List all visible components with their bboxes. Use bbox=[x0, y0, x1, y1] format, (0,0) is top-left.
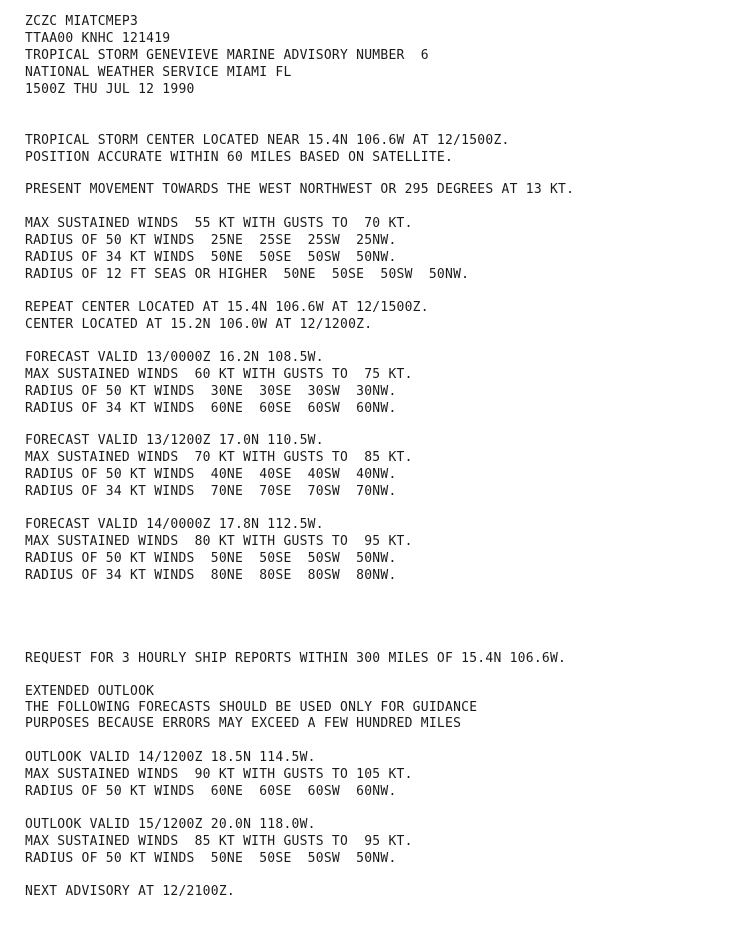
repeat-center-line: REPEAT CENTER LOCATED AT 15.4N 106.6W AT 12/1500Z. bbox=[25, 300, 429, 315]
forecast-2-max-winds: MAX SUSTAINED WINDS 70 KT WITH GUSTS TO 85 KT. bbox=[25, 450, 413, 465]
forecast-1-valid: FORECAST VALID 13/0000Z 16.2N 108.5W. bbox=[25, 350, 324, 365]
issuing-office: NATIONAL WEATHER SERVICE MIAMI FL bbox=[25, 65, 292, 80]
outlook-1-valid: OUTLOOK VALID 14/1200Z 18.5N 114.5W. bbox=[25, 750, 316, 765]
forecast-3-max-winds: MAX SUSTAINED WINDS 80 KT WITH GUSTS TO 95 KT. bbox=[25, 534, 413, 549]
forecast-3-radius-50kt: RADIUS OF 50 KT WINDS 50NE 50SE 50SW 50NW. bbox=[25, 551, 397, 566]
issue-time: 1500Z THU JUL 12 1990 bbox=[25, 82, 195, 97]
wmo-start-line: ZCZC MIATCMEP3 bbox=[25, 14, 139, 29]
outlook-2-max-winds: MAX SUSTAINED WINDS 85 KT WITH GUSTS TO 95 KT. bbox=[25, 834, 413, 849]
forecast-2-radius-50kt: RADIUS OF 50 KT WINDS 40NE 40SE 40SW 40NW. bbox=[25, 467, 397, 482]
forecast-2-radius-34kt: RADIUS OF 34 KT WINDS 70NE 70SE 70SW 70NW. bbox=[25, 484, 397, 499]
outlook-2-valid: OUTLOOK VALID 15/1200Z 20.0N 118.0W. bbox=[25, 817, 316, 832]
extended-outlook-heading: EXTENDED OUTLOOK bbox=[25, 684, 155, 699]
outlook-2-radius-50kt: RADIUS OF 50 KT WINDS 50NE 50SE 50SW 50NW. bbox=[25, 851, 397, 866]
forecast-1-radius-50kt: RADIUS OF 50 KT WINDS 30NE 30SE 30SW 30NW. bbox=[25, 384, 397, 399]
current-radius-34kt: RADIUS OF 34 KT WINDS 50NE 50SE 50SW 50NW. bbox=[25, 250, 397, 265]
forecast-3-valid: FORECAST VALID 14/0000Z 17.8N 112.5W. bbox=[25, 517, 324, 532]
center-location-line: TROPICAL STORM CENTER LOCATED NEAR 15.4N 106.6W AT 12/1500Z. bbox=[25, 133, 510, 148]
forecast-3-radius-34kt: RADIUS OF 34 KT WINDS 80NE 80SE 80SW 80NW. bbox=[25, 568, 397, 583]
current-radius-seas: RADIUS OF 12 FT SEAS OR HIGHER 50NE 50SE 50SW 50NW. bbox=[25, 267, 470, 282]
current-max-winds: MAX SUSTAINED WINDS 55 KT WITH GUSTS TO 70 KT. bbox=[25, 216, 413, 231]
forecast-2-valid: FORECAST VALID 13/1200Z 17.0N 110.5W. bbox=[25, 433, 324, 448]
advisory-title: TROPICAL STORM GENEVIEVE MARINE ADVISORY NUMBER 6 bbox=[25, 48, 429, 63]
extended-outlook-note-2: PURPOSES BECAUSE ERRORS MAY EXCEED A FEW HUNDRED MILES bbox=[25, 716, 462, 731]
ship-report-request: REQUEST FOR 3 HOURLY SHIP REPORTS WITHIN 300 MILES OF 15.4N 106.6W. bbox=[25, 651, 567, 666]
previous-center-line: CENTER LOCATED AT 15.2N 106.0W AT 12/1200Z. bbox=[25, 317, 373, 332]
outlook-1-max-winds: MAX SUSTAINED WINDS 90 KT WITH GUSTS TO 105 KT. bbox=[25, 767, 413, 782]
current-radius-50kt: RADIUS OF 50 KT WINDS 25NE 25SE 25SW 25NW. bbox=[25, 233, 397, 248]
present-movement-line: PRESENT MOVEMENT TOWARDS THE WEST NORTHWEST OR 295 DEGREES AT 13 KT. bbox=[25, 182, 575, 197]
extended-outlook-note-1: THE FOLLOWING FORECASTS SHOULD BE USED ONLY FOR GUIDANCE bbox=[25, 700, 478, 715]
position-accuracy-line: POSITION ACCURATE WITHIN 60 MILES BASED ON SATELLITE. bbox=[25, 150, 454, 165]
forecast-1-radius-34kt: RADIUS OF 34 KT WINDS 60NE 60SE 60SW 60NW. bbox=[25, 401, 397, 416]
next-advisory-line: NEXT ADVISORY AT 12/2100Z. bbox=[25, 884, 235, 899]
outlook-1-radius-50kt: RADIUS OF 50 KT WINDS 60NE 60SE 60SW 60NW. bbox=[25, 784, 397, 799]
forecast-1-max-winds: MAX SUSTAINED WINDS 60 KT WITH GUSTS TO 75 KT. bbox=[25, 367, 413, 382]
wmo-header-line: TTAA00 KNHC 121419 bbox=[25, 31, 171, 46]
